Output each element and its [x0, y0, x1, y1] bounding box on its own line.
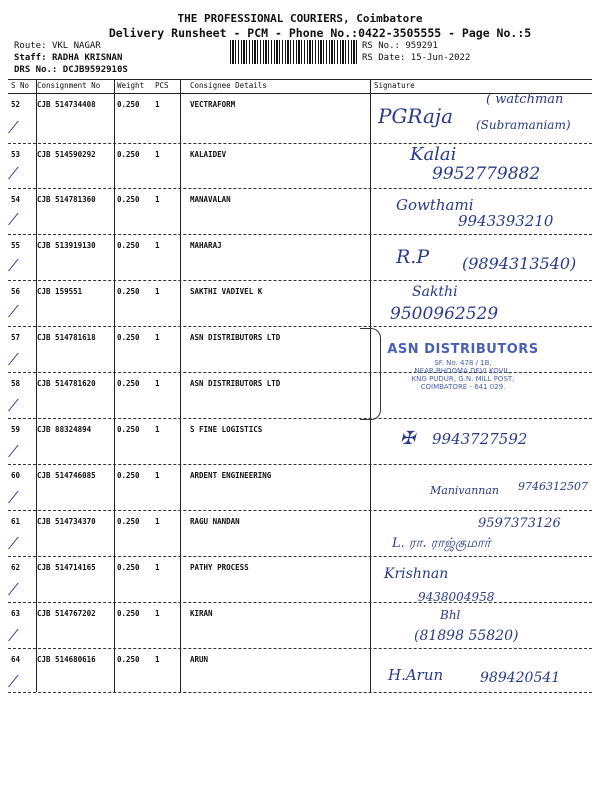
signature-54: Gowthami — [396, 196, 474, 214]
row-consignment: CJB 88324894 — [37, 425, 92, 434]
rs-date-label: RS Date: — [362, 53, 406, 63]
row-divider — [8, 188, 592, 189]
row-divider — [8, 510, 592, 511]
row-consignment: CJB 514680616 — [37, 655, 96, 664]
signature-52-note: ( watchman — [486, 92, 564, 107]
row-sno: 61 — [11, 517, 21, 526]
signature-62: Krishnan — [384, 566, 449, 582]
stamp-line: NEAR BHOOMA DEVI KOVIL, — [414, 367, 512, 375]
row-sno: 55 — [11, 241, 21, 250]
drs-line — [14, 64, 128, 76]
stamp-line: KNG PUDUR, G.N. MILL POST, — [411, 375, 515, 383]
row-divider — [8, 326, 592, 327]
row-consignee: S FINE LOGISTICS — [190, 425, 263, 434]
row-consignee: RAGU NANDAN — [190, 517, 240, 526]
row-consignment: CJB 514746085 — [37, 471, 96, 480]
row-pcs: 1 — [155, 150, 160, 159]
signature-62-phone: 9438004958 — [418, 590, 495, 604]
row-weight: 0.250 — [117, 241, 140, 250]
row-sno: 54 — [11, 195, 21, 204]
row-weight: 0.250 — [117, 333, 140, 342]
row-pcs: 1 — [155, 241, 160, 250]
signature-56-phone: 9500962529 — [390, 304, 499, 324]
check-mark: ⁄ — [12, 396, 15, 415]
row-consignee: KIRAN — [190, 609, 213, 618]
drs-label: DRS No.: — [14, 65, 58, 75]
row-sno: 64 — [11, 655, 21, 664]
signature-64: H.Arun — [388, 666, 444, 684]
signature-61: L. ரா. ராஜ்குமார் — [392, 536, 491, 551]
company-title: THE PROFESSIONAL COURIERS, Coimbatore — [177, 12, 423, 25]
staff-label: Staff: — [14, 53, 47, 63]
route-label: Route: — [14, 41, 47, 51]
row-divider — [8, 556, 592, 557]
signature-59-mark: ✠ — [400, 428, 416, 449]
row-consignment: CJB 159551 — [37, 287, 83, 296]
check-mark: ⁄ — [12, 626, 15, 645]
row-consignee: MANAVALAN — [190, 195, 231, 204]
row-pcs: 1 — [155, 471, 160, 480]
row-weight: 0.250 — [117, 287, 140, 296]
row-sno: 56 — [11, 287, 21, 296]
row-consignee: ARUN — [190, 655, 209, 664]
row-consignee: MAHARAJ — [190, 241, 222, 250]
check-mark: ⁄ — [12, 118, 15, 137]
row-consignment: CJB 514734370 — [37, 517, 96, 526]
row-consignment: CJB 514590292 — [37, 150, 96, 159]
signature-56: Sakthi — [412, 284, 458, 300]
col-consignment: Consignment No — [37, 81, 101, 90]
rs-no-value: 959291 — [405, 41, 438, 51]
row-sno: 63 — [11, 609, 21, 618]
row-weight: 0.250 — [117, 379, 140, 388]
row-weight: 0.250 — [117, 195, 140, 204]
row-pcs: 1 — [155, 563, 160, 572]
row-divider — [8, 418, 592, 419]
route-value: VKL NAGAR — [51, 41, 101, 51]
row-pcs: 1 — [155, 100, 160, 109]
stamp-line: COIMBATORE - 641 029. — [420, 383, 506, 391]
check-mark: ⁄ — [12, 164, 15, 183]
signature-55: R.P — [396, 246, 430, 268]
col-consignee: Consignee Details — [190, 81, 267, 90]
row-weight: 0.250 — [117, 655, 140, 664]
row-weight: 0.250 — [117, 609, 140, 618]
signature-64-phone: 989420541 — [480, 670, 561, 686]
row-divider — [8, 464, 592, 465]
signature-53-phone: 9952779882 — [432, 164, 541, 184]
row-consignee: PATHY PROCESS — [190, 563, 249, 572]
row-pcs: 1 — [155, 655, 160, 664]
signature-52-name: (Subramaniam) — [476, 118, 571, 132]
signature-53: Kalai — [410, 144, 457, 165]
table-header — [8, 80, 592, 92]
row-consignment: CJB 514781618 — [37, 333, 96, 342]
row-pcs: 1 — [155, 333, 160, 342]
check-mark: ⁄ — [12, 256, 15, 275]
table-row — [8, 467, 592, 513]
row-pcs: 1 — [155, 425, 160, 434]
row-consignment: CJB 514781620 — [37, 379, 96, 388]
row-divider — [8, 143, 592, 144]
signature-52: PGRaja — [378, 104, 453, 128]
row-divider — [8, 280, 592, 281]
rs-date-value: 15-Jun-2022 — [410, 53, 471, 63]
signature-63: Bhl — [440, 608, 461, 622]
row-consignment: CJB 514767202 — [37, 609, 96, 618]
row-pcs: 1 — [155, 195, 160, 204]
check-mark: ⁄ — [12, 302, 15, 321]
signature-63-phone: (81898 55820) — [414, 628, 519, 644]
check-mark: ⁄ — [12, 488, 15, 507]
table-row — [8, 283, 592, 329]
runsheet-title: Delivery Runsheet - PCM - Phone No.:0422-3505555 - Page No.:5 — [108, 26, 532, 40]
row-sno: 62 — [11, 563, 21, 572]
row-sno: 53 — [11, 150, 21, 159]
signature-61-phone: 9597373126 — [478, 516, 561, 531]
col-sno: S No — [11, 81, 30, 90]
row-weight: 0.250 — [117, 517, 140, 526]
table-row — [8, 559, 592, 605]
row-consignment: CJB 514781360 — [37, 195, 96, 204]
row-divider — [8, 602, 592, 603]
signature-54-phone: 9943393210 — [458, 212, 554, 230]
company-stamp — [378, 342, 548, 410]
table-bottom-rule — [8, 692, 592, 693]
row-pcs: 1 — [155, 379, 160, 388]
check-mark: ⁄ — [12, 210, 15, 229]
row-sno: 57 — [11, 333, 21, 342]
rs-date-line — [362, 52, 470, 64]
row-pcs: 1 — [155, 517, 160, 526]
check-mark: ⁄ — [12, 672, 15, 691]
rs-no-label: RS No.: — [362, 41, 400, 51]
row-consignee: KALAIDEV — [190, 150, 227, 159]
row-divider — [8, 648, 592, 649]
row-sno: 60 — [11, 471, 21, 480]
row-divider — [8, 234, 592, 235]
row-consignee: VECTRAFORM — [190, 100, 236, 109]
staff-value: RADHA KRISNAN — [51, 53, 123, 63]
row-pcs: 1 — [155, 609, 160, 618]
row-consignee: SAKTHI VADIVEL K — [190, 287, 263, 296]
check-mark: ⁄ — [12, 580, 15, 599]
col-pcs: PCS — [155, 81, 169, 90]
row-sno: 52 — [11, 100, 21, 109]
row-consignee: ARDENT ENGINEERING — [190, 471, 272, 480]
row-consignment: CJB 514714165 — [37, 563, 96, 572]
row-weight: 0.250 — [117, 100, 140, 109]
check-mark: ⁄ — [12, 534, 15, 553]
row-pcs: 1 — [155, 287, 160, 296]
col-weight: Weight — [117, 81, 145, 90]
row-weight: 0.250 — [117, 563, 140, 572]
row-consignee: ASN DISTRIBUTORS LTD — [190, 379, 281, 388]
stamp-line: SF. No. 478 / 1B, — [434, 359, 492, 367]
row-weight: 0.250 — [117, 471, 140, 480]
col-signature: Signature — [374, 81, 415, 90]
signature-59-phone: 9943727592 — [432, 430, 528, 448]
row-consignee: ASN DISTRIBUTORS LTD — [190, 333, 281, 342]
drs-value: DCJB9592910S — [62, 65, 128, 75]
check-mark: ⁄ — [12, 442, 15, 461]
barcode-image — [230, 40, 358, 64]
signature-60-phone: 9746312507 — [518, 480, 588, 493]
row-consignment: CJB 514734408 — [37, 100, 96, 109]
row-weight: 0.250 — [117, 425, 140, 434]
route-line — [14, 40, 101, 52]
signature-60: Manivannan — [430, 484, 500, 497]
check-mark: ⁄ — [12, 350, 15, 369]
rs-no-line — [362, 40, 438, 52]
signature-55-phone: (9894313540) — [462, 254, 577, 273]
row-sno: 59 — [11, 425, 21, 434]
staff-line — [14, 52, 122, 64]
row-weight: 0.250 — [117, 150, 140, 159]
row-sno: 58 — [11, 379, 21, 388]
stamp-name: ASN DISTRIBUTORS — [387, 342, 539, 357]
row-consignment: CJB 513919130 — [37, 241, 96, 250]
